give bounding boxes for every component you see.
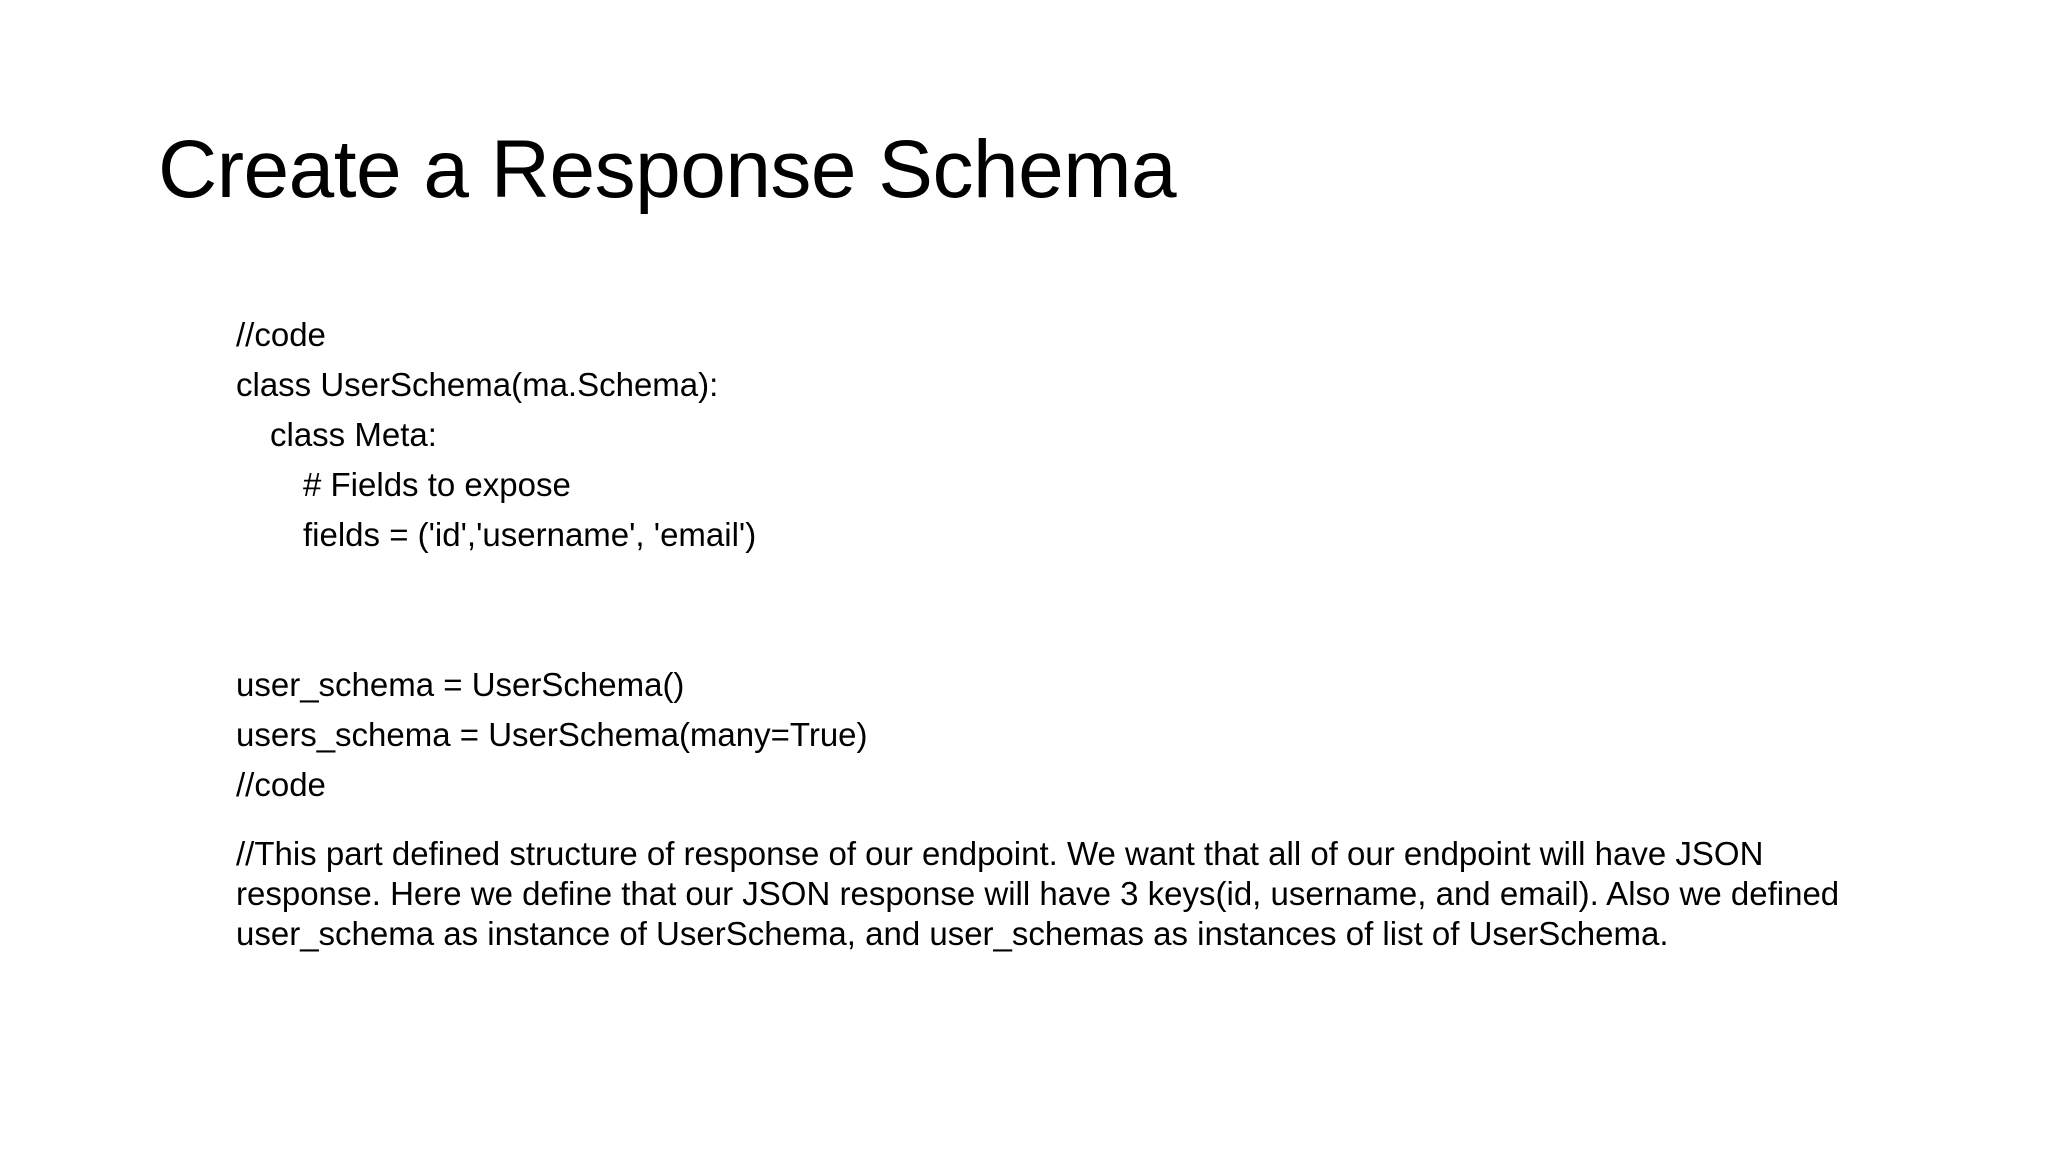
code-user-schema: user_schema = UserSchema() <box>236 666 685 703</box>
slide-body <box>236 310 1876 954</box>
code-spacer <box>236 560 1876 660</box>
code-comment-end: //code <box>236 766 326 803</box>
code-comment-start: //code <box>236 316 326 353</box>
code-fields-comment: # Fields to expose <box>303 466 571 503</box>
paragraph-spacer <box>236 810 1876 834</box>
code-class-declaration: class UserSchema(ma.Schema): <box>236 366 719 403</box>
code-meta-class: class Meta: <box>270 416 437 453</box>
code-fields-tuple: fields = ('id','username', 'email') <box>303 516 757 553</box>
description-paragraph: //This part defined structure of response of our endpoint. We want that all of our endpoint will have JSON response. Here we define that our JSON response will have 3 keys(id, username, and email). Also we defined user_schema as instance of UserSchema, and user_schemas as instances of list of UserSchema. <box>236 835 1840 952</box>
slide-title: Create a Response Schema <box>158 124 1177 215</box>
code-users-schema: users_schema = UserSchema(many=True) <box>236 716 868 753</box>
